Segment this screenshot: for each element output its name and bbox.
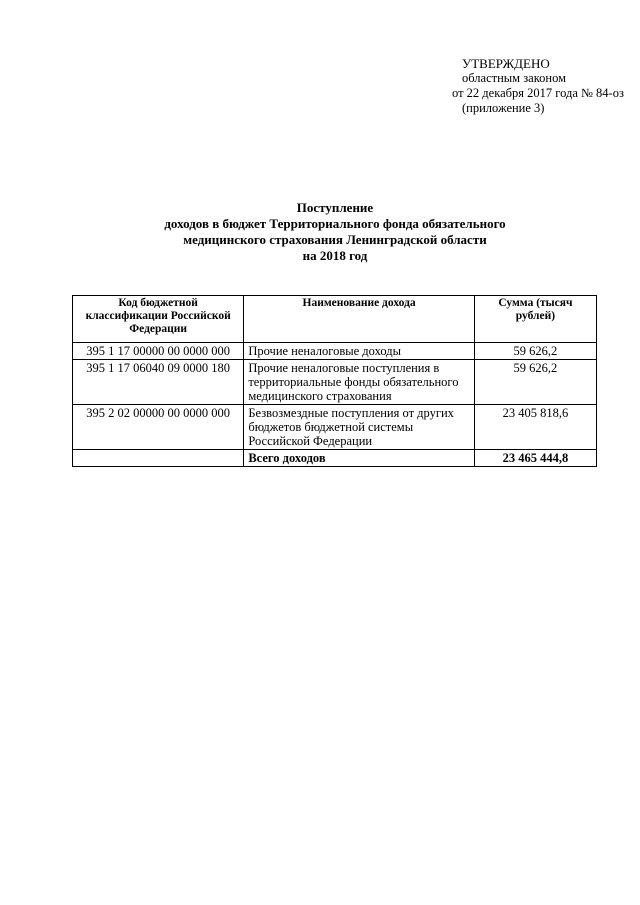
total-code-empty [73,450,244,467]
approval-stamp [452,56,624,116]
row-name: Прочие неналоговые доходы [244,343,475,360]
income-table [72,295,597,467]
table-row [73,405,597,450]
total-sum: 23 465 444,8 [474,450,596,467]
approval-appendix: (приложение 3) [462,101,545,115]
row-name: Прочие неналоговые поступления в территориальные фонды обязательного медицинского страхования [244,360,475,405]
row-sum: 23 405 818,6 [474,405,596,450]
row-code: 395 2 02 00000 00 0000 000 [73,405,244,450]
row-sum: 59 626,2 [474,343,596,360]
total-label: Всего доходов [244,450,475,467]
title-line-4: на 2018 год [302,248,368,263]
title-line-2: доходов в бюджет Территориального фонда обязательного [164,216,506,231]
total-row [73,450,597,467]
table-header-row [73,296,597,343]
approval-law-type: областным законом [462,71,567,85]
table-row [73,360,597,405]
approval-heading: УТВЕРЖДЕНО [462,56,550,71]
row-name: Безвозмездные поступления от других бюджетов бюджетной системы Российской Федерации [244,405,475,450]
title-line-1: Поступление [296,200,374,215]
header-sum: Сумма (тысяч рублей) [474,296,596,343]
header-code: Код бюджетной классификации Российской Федерации [73,296,244,343]
row-code: 395 1 17 00000 00 0000 000 [73,343,244,360]
document-title [100,200,570,264]
title-line-3: медицинского страхования Ленинградской области [183,232,487,247]
approval-law-date: от 22 декабря 2017 года № 84-оз [452,86,624,100]
row-code: 395 1 17 06040 09 0000 180 [73,360,244,405]
header-name: Наименование дохода [244,296,475,343]
row-sum: 59 626,2 [474,360,596,405]
table-row [73,343,597,360]
